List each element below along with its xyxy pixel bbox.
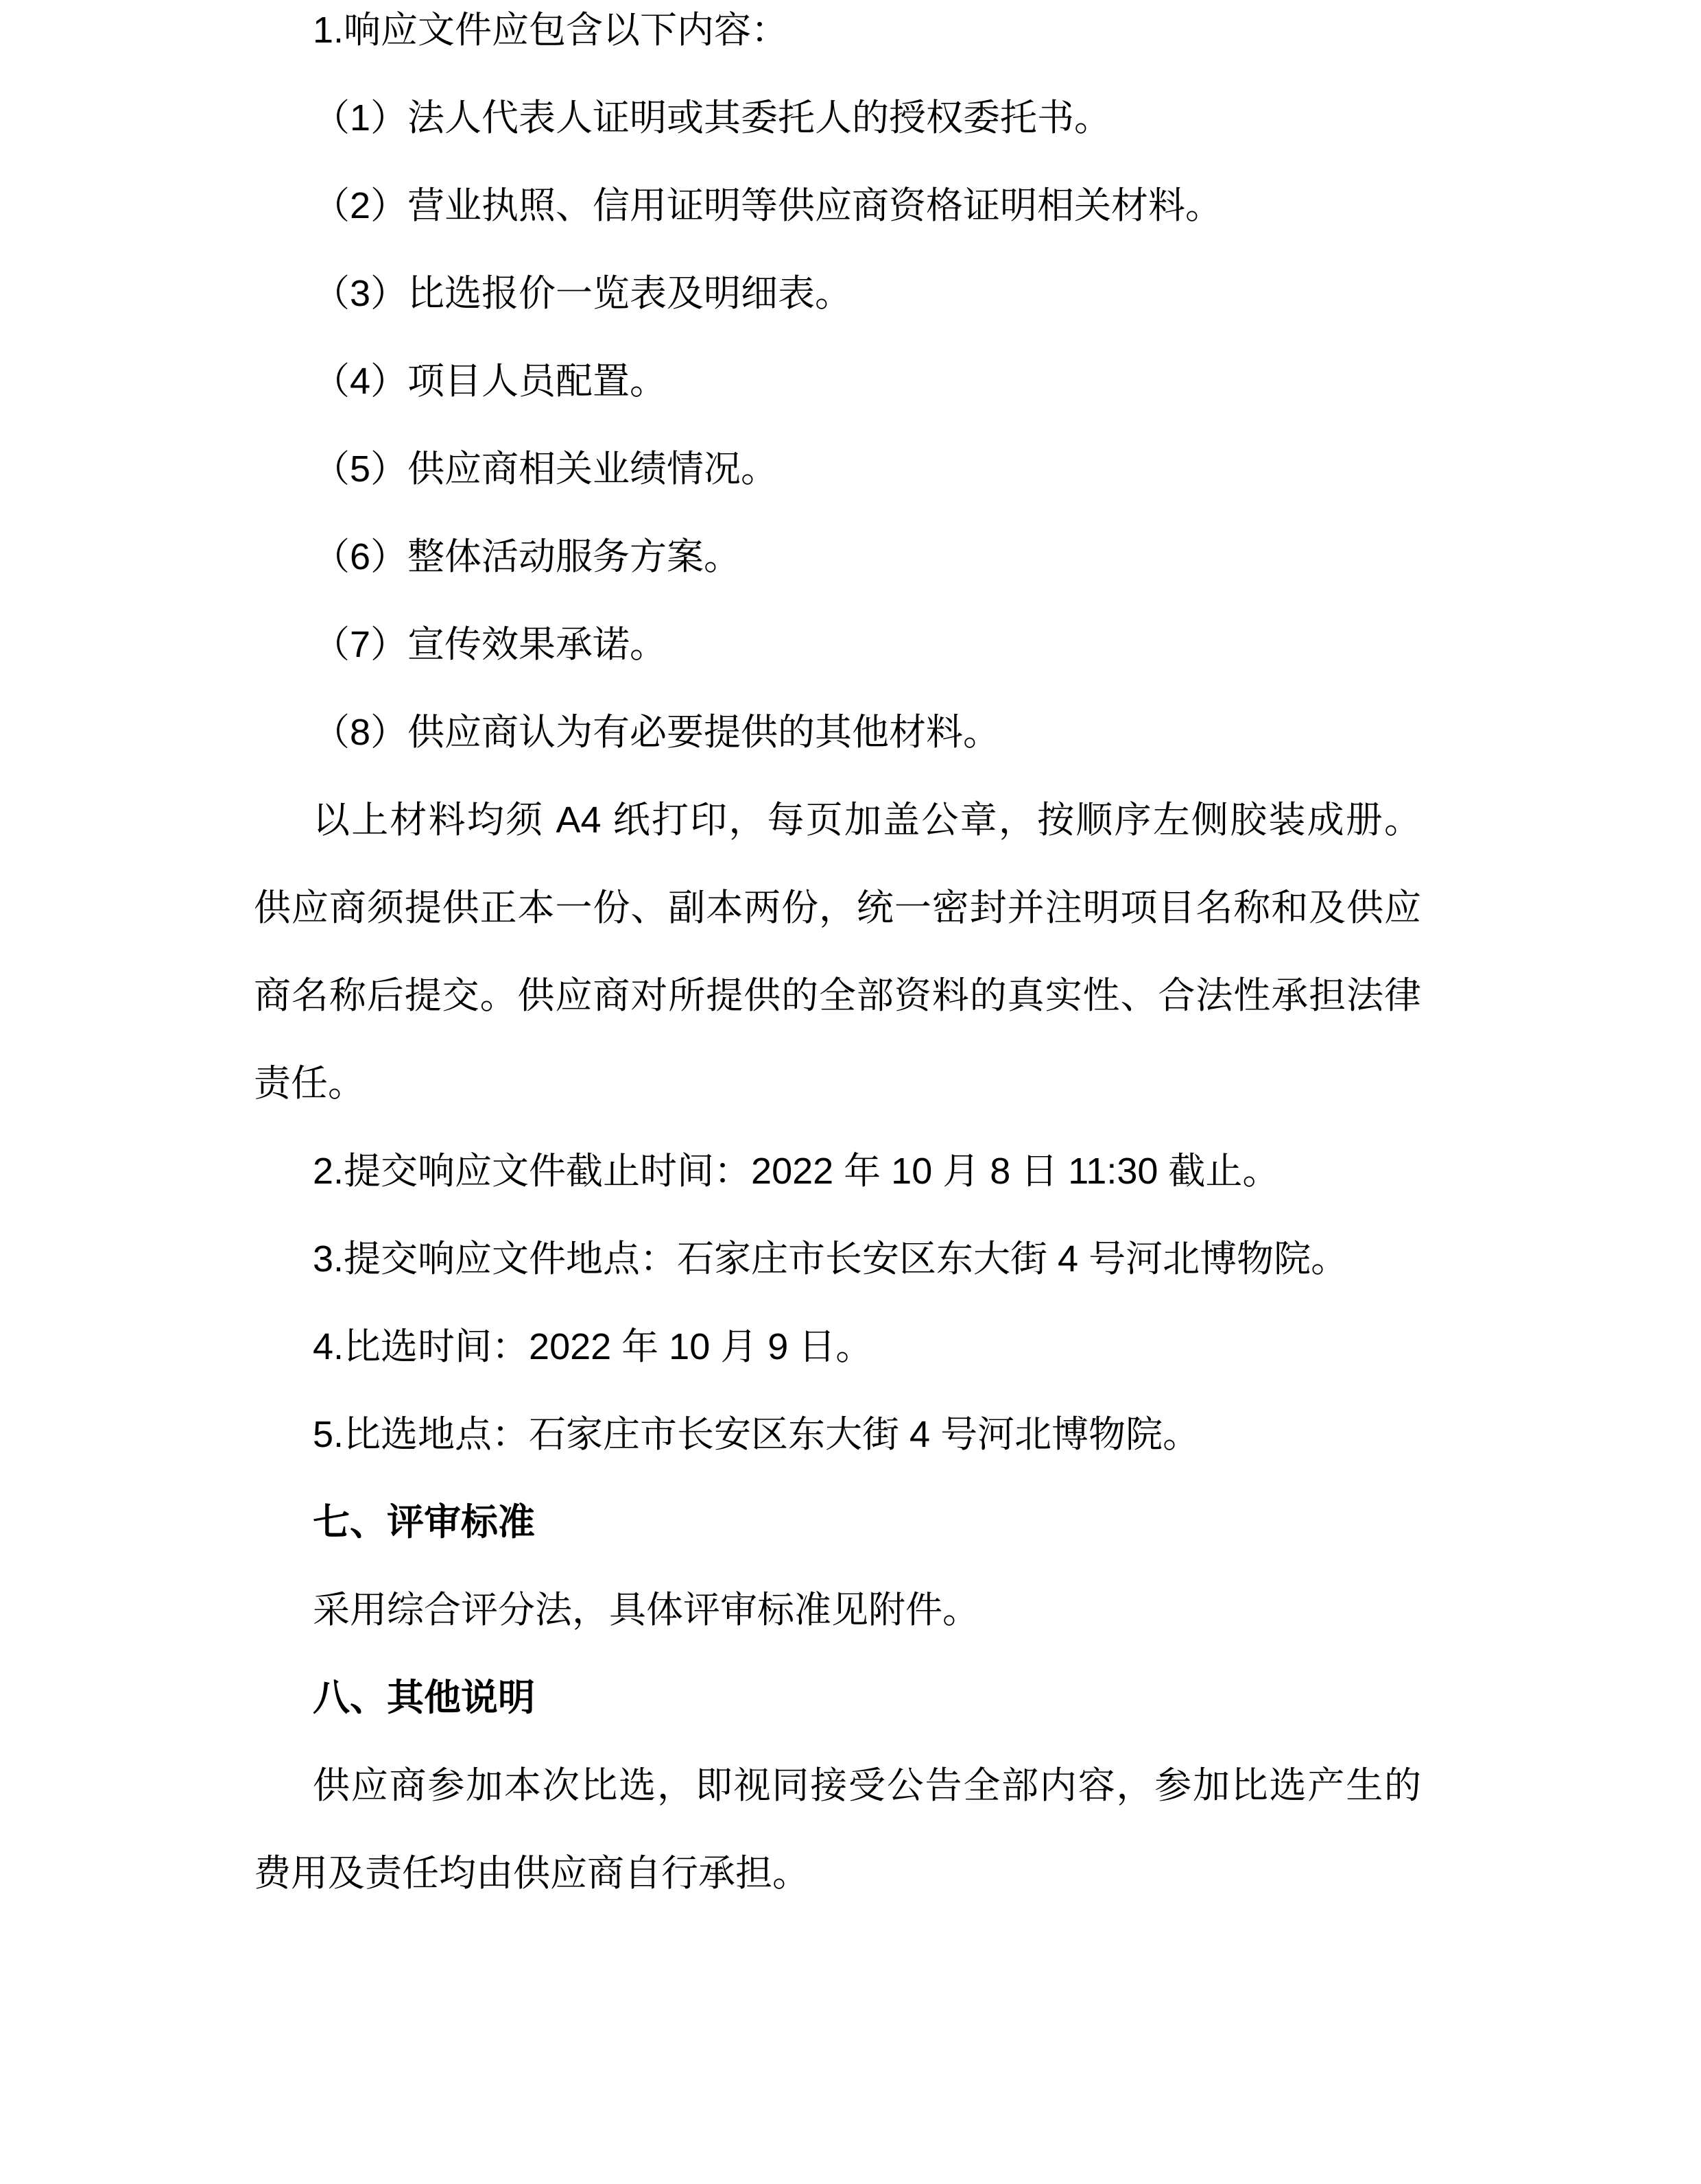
other-notes-section [254, 1654, 1421, 1917]
list-item: （1）法人代表人证明或其委托人的授权委托书。 [313, 97, 1112, 139]
list-item: （8）供应商认为有必要提供的其他材料。 [313, 712, 1001, 753]
evaluation-section [254, 1478, 1421, 1654]
response-file-items-list [254, 74, 1421, 776]
section-heading: 八、其他说明 [313, 1677, 535, 1718]
list-item: （4）项目人员配置。 [313, 361, 667, 402]
response-file-intro: 1.响应文件应包含以下内容： [313, 10, 789, 51]
document-body [254, 0, 1421, 1917]
list-item: （6）整体活动服务方案。 [313, 536, 741, 577]
list-item: （2）营业执照、信用证明等供应商资格证明相关材料。 [313, 185, 1223, 226]
submission-location: 3.提交响应文件地点：石家庄市长安区东大街 4 号河北博物院。 [313, 1238, 1348, 1280]
paragraph-line: 供应商须提供正本一份、副本两份，统一密封并注明项目名称和及供应 [254, 887, 1421, 928]
selection-location: 5.比选地点：石家庄市长安区东大街 4 号河北博物院。 [313, 1414, 1200, 1455]
section-heading: 七、评审标准 [313, 1502, 535, 1543]
paragraph-line: 费用及责任均由供应商自行承担。 [254, 1853, 809, 1894]
response-file-section [254, 0, 1421, 1127]
list-item: （7）宣传效果承诺。 [313, 624, 667, 665]
paragraph-line: 供应商参加本次比选，即视同接受公告全部内容，参加比选产生的 [313, 1765, 1421, 1806]
list-item: （3）比选报价一览表及明细表。 [313, 273, 853, 314]
selection-time: 4.比选时间：2022 年 10 月 9 日。 [313, 1326, 873, 1367]
paragraph-line: 商名称后提交。供应商对所提供的全部资料的真实性、合法性承担法律 [254, 975, 1421, 1016]
list-item: （5）供应商相关业绩情况。 [313, 448, 778, 490]
paragraph-line: 责任。 [254, 1063, 365, 1104]
requirements-paragraph [254, 776, 1421, 1127]
submission-deadline: 2.提交响应文件截止时间：2022 年 10 月 8 日 11:30 截止。 [313, 1151, 1280, 1192]
section-body: 采用综合评分法，具体评审标准见附件。 [313, 1589, 979, 1631]
paragraph-line: 以上材料均须 A4 纸打印，每页加盖公章，按顺序左侧胶装成册。 [313, 800, 1421, 841]
